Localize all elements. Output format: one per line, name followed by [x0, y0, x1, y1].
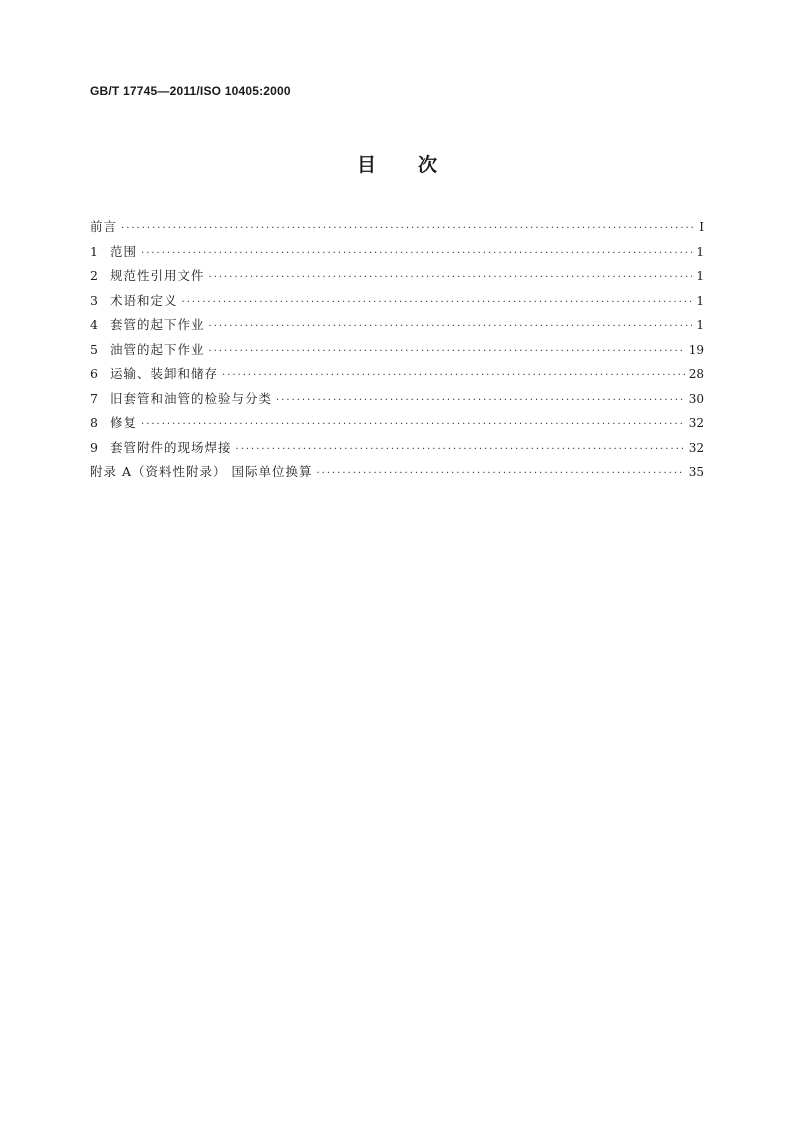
- toc-item-page: 1: [696, 244, 704, 259]
- toc-item-text: 修复: [110, 415, 138, 430]
- toc-item-label: 附录 A（资料性附录） 国际单位换算: [90, 464, 313, 479]
- toc-dot-leader: [209, 266, 693, 291]
- toc-item-7[interactable]: [90, 387, 704, 412]
- toc-item-page: 1: [696, 269, 704, 283]
- toc-item-number: 1: [90, 243, 98, 259]
- toc-item-page: 30: [688, 391, 704, 406]
- toc-item-4[interactable]: [90, 313, 704, 338]
- toc-dot-leader: [182, 291, 693, 316]
- toc-item-number: 5: [90, 341, 98, 357]
- toc-item-label: [90, 313, 209, 338]
- toc-item-6[interactable]: [90, 362, 704, 387]
- toc-item-1[interactable]: [90, 240, 704, 265]
- toc-dot-leader: [209, 340, 685, 365]
- toc-item-annex-a[interactable]: [90, 460, 704, 485]
- toc-dot-leader: [276, 389, 685, 414]
- toc-item-text: 运输、装卸和储存: [110, 366, 219, 381]
- toc-item-8[interactable]: [90, 411, 704, 436]
- toc-item-number: 3: [90, 292, 98, 308]
- table-of-contents: [90, 215, 704, 485]
- toc-item-label: [90, 436, 236, 461]
- standard-number: GB/T 17745—2011/ISO 10405:2000: [90, 84, 291, 98]
- toc-item-label: [90, 411, 141, 436]
- toc-dot-leader: [209, 315, 693, 340]
- toc-item-page: 19: [688, 342, 704, 357]
- toc-item-number: 4: [90, 317, 98, 332]
- toc-dot-leader: [141, 413, 685, 438]
- toc-item-label: [90, 264, 209, 289]
- toc-item-number: 7: [90, 390, 98, 406]
- toc-item-text: 旧套管和油管的检验与分类: [110, 390, 273, 406]
- toc-item-label: 前言: [90, 219, 118, 234]
- toc-dot-leader: [222, 364, 685, 389]
- toc-item-number: 9: [90, 439, 98, 455]
- toc-dot-leader: [236, 438, 685, 463]
- toc-item-page: 32: [688, 416, 704, 430]
- toc-item-text: 术语和定义: [110, 292, 178, 308]
- toc-item-5[interactable]: [90, 338, 704, 363]
- toc-item-label: [90, 289, 182, 314]
- toc-item-text: 油管的起下作业: [110, 341, 205, 357]
- toc-dot-leader: [121, 217, 695, 242]
- toc-item-page: 32: [688, 440, 704, 455]
- toc-item-label: [90, 387, 276, 412]
- toc-item-page: 1: [696, 293, 704, 308]
- toc-item-page: 35: [688, 465, 704, 479]
- toc-item-number: 2: [90, 268, 98, 283]
- toc-item-text: 套管附件的现场焊接: [110, 439, 232, 455]
- toc-item-page: 28: [688, 367, 704, 381]
- toc-item-9[interactable]: [90, 436, 704, 461]
- toc-item-number: 6: [90, 366, 98, 381]
- toc-item-page: Ⅰ: [699, 220, 704, 234]
- toc-item-text: 规范性引用文件: [110, 268, 205, 283]
- toc-item-label: [90, 240, 141, 265]
- toc-item-label: [90, 362, 222, 387]
- toc-title: 目次: [356, 154, 479, 176]
- toc-item-text: 范围: [110, 243, 138, 259]
- toc-item-preface[interactable]: [90, 215, 704, 240]
- toc-item-label: [90, 338, 209, 363]
- toc-item-2[interactable]: [90, 264, 704, 289]
- toc-item-3[interactable]: [90, 289, 704, 314]
- toc-dot-leader: [316, 462, 684, 487]
- toc-item-number: 8: [90, 415, 98, 430]
- toc-item-text: 套管的起下作业: [110, 317, 205, 332]
- toc-dot-leader: [141, 242, 692, 267]
- toc-item-page: 1: [696, 318, 704, 332]
